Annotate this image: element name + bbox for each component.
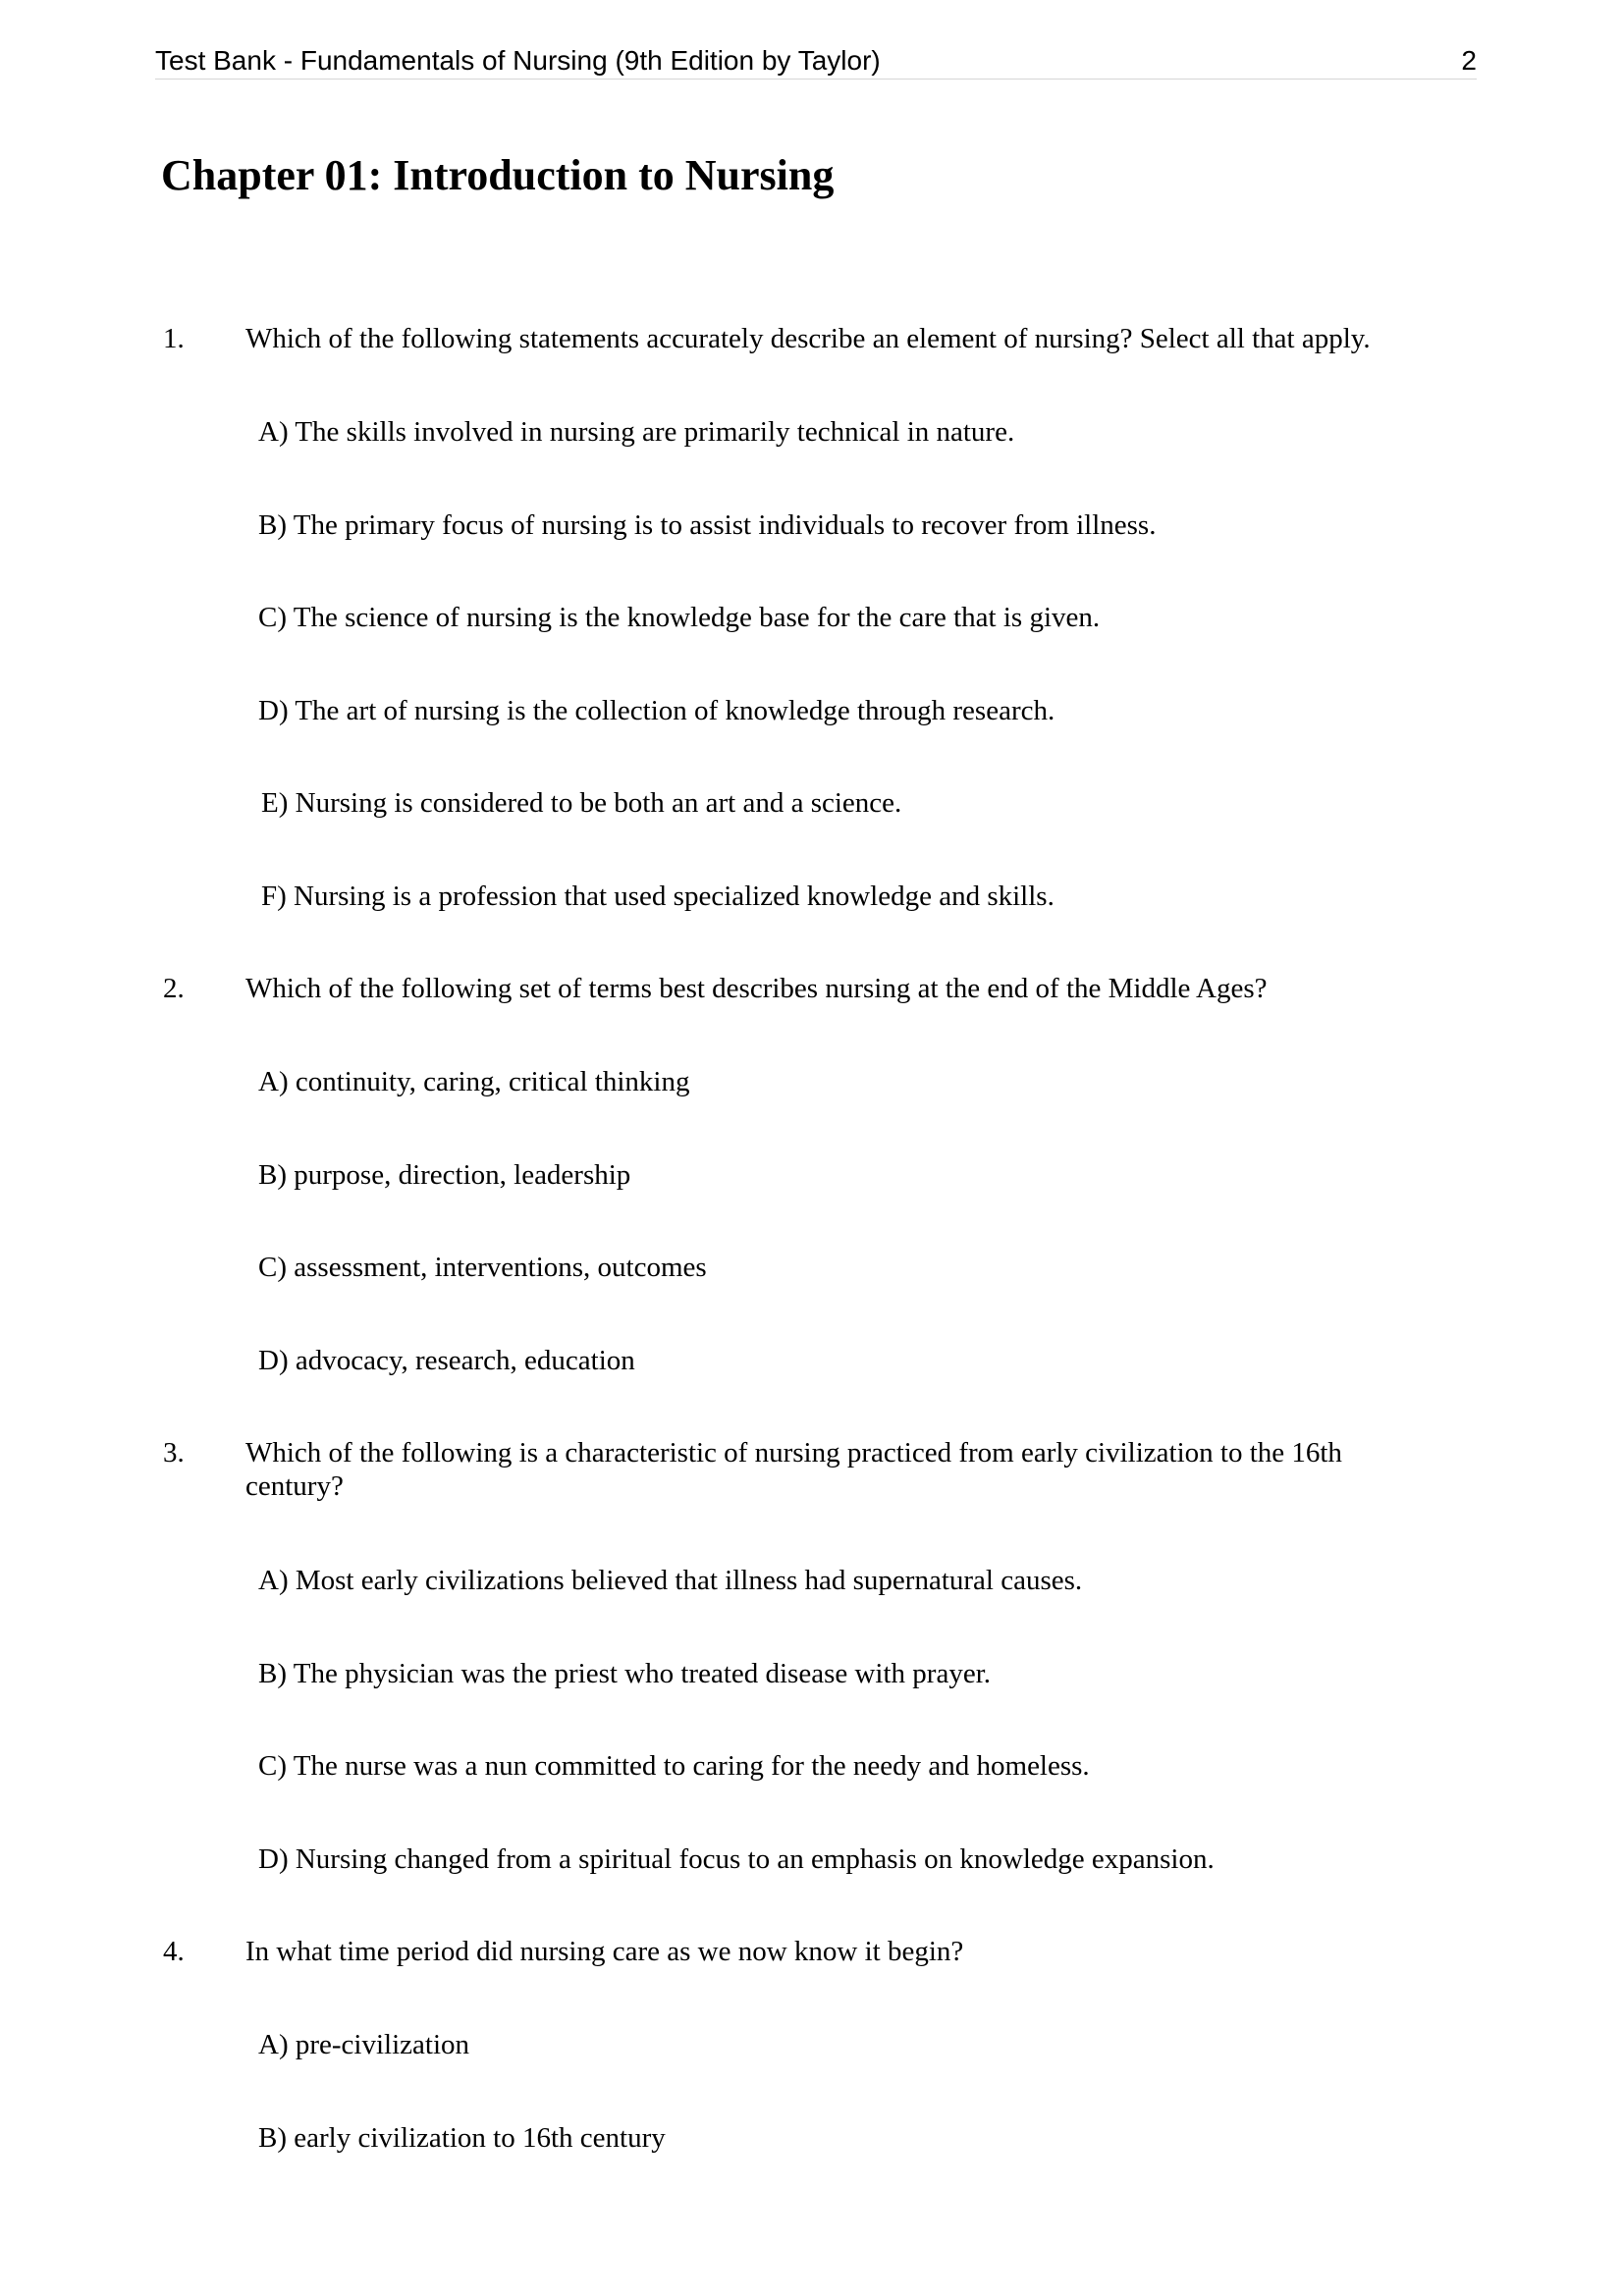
- option-text: The art of nursing is the collection of knowledge through research.: [295, 695, 1055, 726]
- option-letter: C): [258, 602, 287, 633]
- option-letter: A): [258, 2029, 289, 2060]
- page-number: 2: [1461, 45, 1477, 76]
- option-text: The skills involved in nursing are primarily technical in nature.: [295, 416, 1015, 448]
- answer-option: [258, 1657, 991, 1690]
- answer-option: [258, 2121, 666, 2155]
- answer-option: [258, 1065, 689, 1098]
- option-text: early civilization to 16th century: [294, 2122, 666, 2154]
- question-number: 2.: [163, 973, 185, 1004]
- option-letter: A): [258, 1066, 289, 1097]
- answer-option: [261, 786, 901, 820]
- question-text: In what time period did nursing care as we now know it begin?: [245, 1936, 964, 1967]
- chapter-title: Chapter 01: Introduction to Nursing: [161, 151, 835, 199]
- question-number: 4.: [163, 1936, 185, 1967]
- question-text-line: Which of the following is a characteristic of nursing practiced from early civilization to the 16th: [245, 1437, 1342, 1468]
- answer-option: [258, 1564, 1082, 1597]
- question-text-line: century?: [245, 1470, 344, 1502]
- page-header: [155, 43, 1477, 80]
- answer-option: [258, 1842, 1215, 1876]
- answer-option: [258, 415, 1014, 449]
- question-number: 1.: [163, 323, 185, 354]
- option-text: advocacy, research, education: [295, 1345, 635, 1376]
- answer-option: [261, 880, 1055, 913]
- header-title: Test Bank - Fundamentals of Nursing (9th Edition by Taylor): [155, 45, 881, 76]
- option-text: continuity, caring, critical thinking: [295, 1066, 690, 1097]
- answer-option: [258, 1158, 630, 1192]
- option-letter: B): [258, 1159, 287, 1191]
- option-letter: B): [258, 1658, 287, 1689]
- option-text: The physician was the priest who treated disease with prayer.: [293, 1658, 992, 1689]
- option-text: The science of nursing is the knowledge base for the care that is given.: [293, 602, 1101, 633]
- option-letter: C): [258, 1750, 287, 1782]
- option-letter: D): [258, 1843, 289, 1875]
- option-text: pre-civilization: [295, 2029, 470, 2060]
- option-text: The primary focus of nursing is to assist individuals to recover from illness.: [293, 509, 1157, 541]
- answer-option: [258, 694, 1055, 727]
- answer-option: [258, 2028, 469, 2061]
- option-letter: C): [258, 1252, 287, 1283]
- option-letter: B): [258, 2122, 287, 2154]
- answer-option: [258, 1749, 1090, 1783]
- option-text: Most early civilizations believed that illness had supernatural causes.: [295, 1565, 1083, 1596]
- option-text: assessment, interventions, outcomes: [294, 1252, 707, 1283]
- option-text: The nurse was a nun committed to caring for the needy and homeless.: [293, 1750, 1090, 1782]
- question-text: [245, 1436, 1443, 1503]
- option-letter: E): [261, 787, 289, 819]
- answer-option: [258, 1344, 635, 1377]
- answer-option: [258, 1251, 707, 1284]
- option-letter: A): [258, 1565, 289, 1596]
- option-letter: F): [261, 881, 287, 912]
- option-text: Nursing is considered to be both an art and a science.: [295, 787, 902, 819]
- option-text: Nursing is a profession that used specialized knowledge and skills.: [294, 881, 1055, 912]
- option-text: Nursing changed from a spiritual focus to an emphasis on knowledge expansion.: [295, 1843, 1215, 1875]
- question-text: Which of the following set of terms best describes nursing at the end of the Middle Ages?: [245, 973, 1268, 1004]
- option-letter: B): [258, 509, 287, 541]
- question-number: 3.: [163, 1437, 185, 1468]
- answer-option: [258, 601, 1100, 634]
- answer-option: [258, 508, 1156, 542]
- option-text: purpose, direction, leadership: [294, 1159, 631, 1191]
- option-letter: A): [258, 416, 289, 448]
- option-letter: D): [258, 1345, 289, 1376]
- question-text: Which of the following statements accurately describe an element of nursing? Select all that apply.: [245, 323, 1371, 354]
- option-letter: D): [258, 695, 289, 726]
